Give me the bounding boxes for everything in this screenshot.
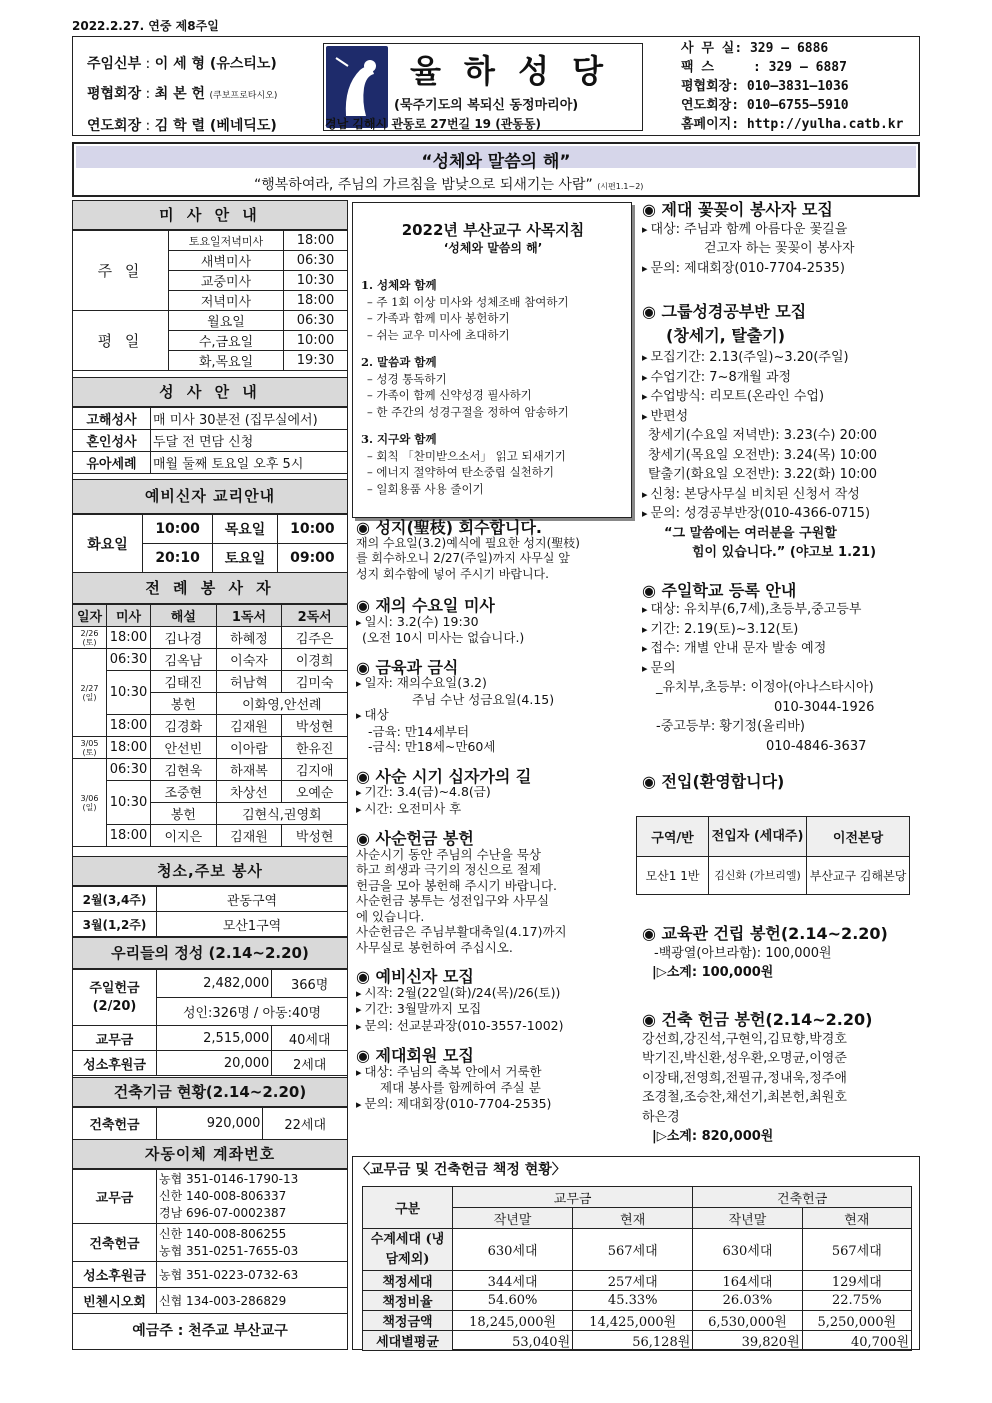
table-row: 3/06 (일) 06:30 김현욱 하재복 김지애 bbox=[73, 759, 348, 781]
header-box bbox=[72, 36, 920, 136]
contact-office: 사 무 실: 329 – 6886 bbox=[681, 41, 829, 56]
lent-notice: ◉ 사순헌금 봉헌 사순시기 동안 주님의 수난을 묵상 하고 희생과 극기의 정신으로 절제 헌금을 모아 봉헌해 주시기 바랍니다. 사순헌금 봉투는 성전입구와 사무실 에 있습니다. 사순헌금은 주님부활대축일(4.17)까지 사무실로 봉헌하여 주십시오. bbox=[356, 829, 567, 955]
sacrament-table: 고해성사 매 미사 30분전 (집무실에서) 혼인성사 두달 전 면담 신청 유아세례 매월 둘째 토요일 오후 5시 bbox=[72, 407, 348, 474]
church-name: 율 하 성 당 bbox=[410, 52, 610, 90]
table-row: 수계세대 (냉담제외) 630세대 567세대 630세대 567세대 bbox=[363, 1229, 912, 1271]
mass-table: 주 일 토요일저녁미사 18:00 새벽미사 06:30 교중미사 10:30 저녁미사 18:00 평 일 월요일 06:30 수,금요일 10:00 화,목요일 19:30 bbox=[72, 230, 348, 371]
table-row: 책정금액 18,245,000원 14,425,000원 6,530,000원 5,250,000원 bbox=[363, 1311, 912, 1331]
cleaning-title: 청소,주보 봉사 bbox=[72, 856, 348, 886]
edu-notice: ◉ 교육관 건립 봉헌(2.14~2.20) -백광열(아브라함): 100,000원 |▷소계: 100,000원 bbox=[642, 924, 888, 980]
pastoral-box bbox=[352, 202, 632, 518]
pastoral-list: 1. 성체와 함께 – 주 1회 이상 미사와 성체조배 참여하기 – 가족과 함께 미사 봉헌하기 – 쉬는 교우 미사에 초대하기 2. 말씀과 함께 – 성경 통독하기 – 가족이 함께 신약성경 필사하기 – 한 주간의 성경구절을 정하여 암송하기 3. 지구와 함께 – 회칙 「찬미받으소서」 읽고 되새기기 – 에너지 절약하여 탄소중립 실천하기 – 일회용품 사용 줄이기 bbox=[361, 278, 569, 496]
accounts-title: 자동이체 계좌번호 bbox=[72, 1139, 348, 1169]
table-row: 세대별평균 53,040원 56,128원 39,820원 40,700원 bbox=[363, 1331, 912, 1351]
right-notices bbox=[642, 200, 920, 792]
church-address: 경남 김해시 관동로 27번길 19 (관동동) bbox=[325, 117, 541, 131]
contact-homepage[interactable]: 홈페이지: http://yulha.catb.kr bbox=[681, 117, 904, 132]
banner-title: “성체와 말씀의 해” bbox=[421, 152, 571, 172]
fast-notice: ◉ 금육과 금식 ▸ 일자: 재의수요일(3.2) 주님 수난 성금요일(4.15) ▸ 대상 -금육: 만14세부터 -금식: 만18세~만60세 bbox=[356, 660, 638, 755]
table-row: 2/26 (토) 18:00 김나경 하혜정 김주은 bbox=[73, 627, 348, 649]
building-table: 건축헌금 920,000 22세대 bbox=[72, 1107, 348, 1140]
accounts-table: 교무금 농협 351-0146-1790-13 신한 140-008-806337 경남 696-07-0002387 건축헌금 신한 140-008-806255 농협 351-0251-7655-03 성소후원금 농협 351-0223-0732-63 빈첸시오회 신협 134-003-286829 bbox=[72, 1169, 348, 1314]
cross-notice: ◉ 사순 시기 십자가의 길 ▸ 기간: 3.4(금)~4.8(금) ▸ 시간: 오전미사 후 bbox=[356, 769, 638, 818]
catechumen-notice: ◉ 예비신자 모집 ▸ 시작: 2월(22일(화)/24(목)/26(토)) ▸ 기간: 3월말까지 모집 ▸ 문의: 선교분과장(010-3557-1002) bbox=[356, 969, 638, 1034]
issue-date: 2022.2.27. 연중 제8주일 bbox=[72, 19, 219, 33]
building-title: 건축기금 현황(2.14~2.20) bbox=[72, 1077, 348, 1107]
staff-yeondo: 연도회장 : 김 학 렬 (베네딕도) bbox=[87, 118, 277, 134]
contact-list bbox=[681, 39, 903, 134]
catechumen-table: 화요일 10:00 목요일 10:00 20:10 토요일 09:00 bbox=[72, 514, 348, 573]
banner bbox=[72, 142, 920, 197]
sacrament-title: 성 사 안 내 bbox=[72, 377, 348, 407]
flower-notice: ◉ 제대 꽃꽂이 봉사자 모집 ▸ 대상: 주님과 함께 아름다운 꽃길을 걷고자 하는 꽃꽂이 봉사자 ▸ 문의: 제대회장(010-7704-2535) bbox=[642, 200, 920, 278]
build-notice: ◉ 건축 헌금 봉헌(2.14~2.20) 강선희,강진석,구현익,김묘향,박경호 박기진,박신환,성우환,오명균,이영준 이장태,전영희,전필규,정내욱,정주애 조경철,조승찬,채선기,최본헌,최원호 하은경 |▷소계: 820,000원 bbox=[642, 1010, 873, 1144]
mass-title: 미 사 안 내 bbox=[72, 200, 348, 230]
cleaning-table: 2월(3,4주) 관동구역 3월(1,2주) 모산1구역 bbox=[72, 886, 348, 937]
contact-fax: 팩 스 : 329 – 6887 bbox=[681, 60, 847, 75]
bible-notice: ◉ 그룹성경공부반 모집 (창세기, 탈출기) ▸ 모집기간: 2.13(주일)~3.20(주일) ▸ 수업기간: 7~8개월 과정 ▸ 수업방식: 리모트(온라인 수업) ▸ 반편성 창세기(수요일 저녁반): 3.23(수) 20:00 창세기(목요일 오전반): 3.24(목) 10:00 탈출기(화요일 오전반): 3.22(화) 10:00 ▸ 신청: 본당사무실 비치된 신청서 작성 ▸ 문의: 성경공부반장(010-4366-0715) “그 말씀에는 여러분을 구원할 힘이 있습니다.” (야고보 1.21) bbox=[642, 300, 920, 563]
table-row: 책정비율 54.60% 45.33% 26.03% 22.75% bbox=[363, 1291, 912, 1311]
status-table: 구분 교무금 건축헌금 작년말 현재 작년말 현재 수계세대 (냉담제외) 630세대 567세대 630세대 567세대 책정세대 344세대 257세대 164세대 129세대 책정비율 54.60% 45.33% 26.03% 22.75% 책정금액 18,245,000원 14,425,000원 6,530,000원 5,250,000원 세대별평균 53,040원 56,128원 39,820원 40,700원 bbox=[362, 1186, 912, 1351]
staff-priest: 주임신부 : 이 세 형 (유스티노) bbox=[87, 56, 277, 72]
table-row: 2/27 (일) 06:30 김옥남 이숙자 이경희 bbox=[73, 649, 348, 671]
pastoral-title: 2022년 부산교구 사목지침 bbox=[401, 221, 585, 239]
palm-notice: ◉ 성지(聖枝) 회수합니다. 재의 수요일(3.2)예식에 필요한 성지(聖枝) 를 회수하오니 2/27(주일)까지 사무실 앞 성지 회수함에 넣어 주시기 바랍니다. bbox=[356, 518, 580, 581]
school-notice: ◉ 주일학교 등록 안내 ▸ 대상: 유치부(6,7세),초등부,중고등부 ▸ 기간: 2.19(토)~3.12(토) ▸ 접수: 개별 안내 문자 발송 예정 ▸ 문의 _유치부,초등부: 이정아(아나스타시아) 010-3044-1926 -중고등부: 황기정(올리바) 010-4846-3637 bbox=[642, 581, 920, 757]
table-row: 봉헌 김현식,권영회 bbox=[73, 803, 348, 825]
church-subtitle: (묵주기도의 복되신 동정마리아) bbox=[394, 98, 579, 113]
transfer-table: 구역/반 전입자 (세대주) 이전본당 모산1 1반 김신화 (가브리엘) 부산교구 김해본당 bbox=[636, 816, 910, 895]
table-row: 10:30 김태진 허남혁 김미숙 bbox=[73, 671, 348, 693]
catechumen-title: 예비신자 교리안내 bbox=[72, 479, 348, 514]
table-row: 3/05 (토) 18:00 안선빈 이아람 한유진 bbox=[73, 737, 348, 759]
table-row: 봉헌 이화영,안선례 bbox=[73, 693, 348, 715]
middle-notices bbox=[356, 520, 638, 1112]
banner-quote: “행복하여라, 주님의 가르침을 밤낮으로 되새기는 사람” (시편1.1~2) bbox=[254, 177, 644, 193]
table-row: 18:00 김경화 김재원 박성현 bbox=[73, 715, 348, 737]
altar-notice: ◉ 제대회원 모집 ▸ 대상: 주님의 축복 안에서 거룩한 제대 봉사를 함께하여 주실 분 ▸ 문의: 제대회장(010-7704-2535) bbox=[356, 1048, 638, 1112]
transfer-title: ◉ 전입(환영합니다) bbox=[642, 772, 785, 791]
offering-table: 주일헌금 (2/20) 2,482,000 366명 성인:326명 / 아동:40명 교무금 2,515,000 40세대 성소후원금 20,000 2세대 bbox=[72, 969, 348, 1076]
ash-notice: ◉ 재의 수요일 미사 ▸ 일시: 3.2(수) 19:30 (오전 10시 미사는 없습니다.) bbox=[356, 598, 638, 646]
table-row: 책정세대 344세대 257세대 164세대 129세대 bbox=[363, 1271, 912, 1291]
offering-title: 우리들의 정성 (2.14~2.20) bbox=[72, 937, 348, 969]
staff-list bbox=[87, 49, 277, 141]
table-row: 18:00 이지은 김재원 박성현 bbox=[73, 825, 348, 847]
account-holder: 예금주 : 천주교 부산교구 bbox=[132, 1323, 288, 1339]
servers-table: 일자 미사 해설 1독서 2독서 2/26 (토) 18:00 김나경 하혜정 김주은 2/27 (일) 06:30 김옥남 이숙자 이경희 10:30 김태진 허남혁 김미숙 봉헌 이화영,안선례 18:00 김경화 김재원 박성현 3/05 (토) 18:00 안선빈 이아람 한유진 3/06 (일) 06:30 김현욱 하재복 김지애 10:30 조중현 차상선 오예순 봉헌 김현식,권영회 18:00 이지은 김재원 박성현 bbox=[72, 604, 348, 847]
status-title: 〈교무금 및 건축헌금 책정 현황〉 bbox=[356, 1162, 566, 1178]
contact-yeondo: 연도회장: 010–6755–5910 bbox=[681, 98, 849, 113]
contact-council: 평협회장: 010–3831–1036 bbox=[681, 79, 849, 94]
pastoral-subtitle: ‘성체와 말씀의 해’ bbox=[443, 241, 543, 255]
servers-title: 전 례 봉 사 자 bbox=[72, 572, 348, 604]
table-row: 10:30 조중현 차상선 오예순 bbox=[73, 781, 348, 803]
staff-council: 평협회장 : 최 본 헌 (쿠보프로타시오) bbox=[87, 86, 278, 102]
